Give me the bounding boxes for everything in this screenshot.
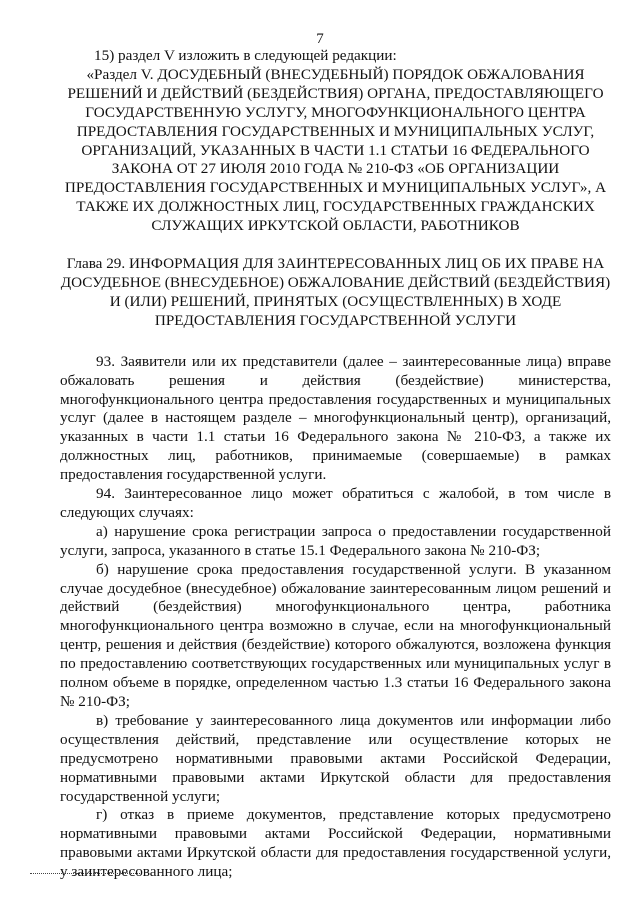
chapter-title: Глава 29. ИНФОРМАЦИЯ ДЛЯ ЗАИНТЕРЕСОВАННЫХ ЛИЦ ОБ ИХ ПРАВЕ НА ДОСУДЕБНОЕ (ВНЕСУДЕБНОЕ) ОБЖАЛОВАНИЕ ДЕЙСТВИЙ (БЕЗДЕЙСТВИЯ) И (ИЛИ) РЕШЕНИЙ, ПРИНЯТЫХ (ОСУЩЕСТВЛЕННЫХ) В ХОДЕ ПРЕДОСТАВЛЕНИЯ ГОСУДАРСТВЕННОЙ УСЛУГИ: [60, 255, 611, 329]
paragraph-94-g: г) отказ в приеме документов, представление которых предусмотрено нормативными правовыми актами Российской Федерации, нормативными правовыми актами Иркутской области для предоставления государственной услуги, у заинтересованного лица;: [60, 806, 611, 881]
paragraph-94-a: а) нарушение срока регистрации запроса о предоставлении государственной услуги, запроса, указанного в статье 15.1 Федерального закона № 210-ФЗ;: [60, 522, 611, 559]
paragraph-93: 93. Заявители или их представители (далее – заинтересованные лица) вправе обжаловать решения и действия (бездействие) министерства, многофункционального центра предоставления государственных и муниципальных услуг (далее в настоящем разделе – многофункциональный центр), организаций, указанных в части 1.1 статьи 16 Федерального закона № 210-ФЗ, а также их должностных лиц, работников, принимаемые (совершаемые) в рамках предоставления государственной услуги.: [60, 352, 611, 484]
footer-divider: [30, 873, 140, 874]
paragraph-94: 94. Заинтересованное лицо может обратиться с жалобой, в том числе в следующих случаях:: [60, 485, 611, 521]
paragraph-94-b: б) нарушение срока предоставления государственной услуги. В указанном случае досудебное (внесудебное) обжалование заинтересованным лицом решений и действий (бездействия) многофункционального центра, работника многофункционального центра возможно в случае, если на многофункциональный центр, решения и действия (бездействие) которого обжалуются, возложена функция по предоставлению соответствующих государственных или муниципальных услуг в полном объеме в порядке, определенном частью 1.3 статьи 16 Федерального закона № 210-ФЗ;: [60, 560, 611, 710]
paragraph-94-v: в) требование у заинтересованного лица документов или информации либо осуществления действий, представление или осуществление которых не предусмотрено нормативными правовыми актами Российской Федерации, нормативными правовыми актами Иркутской области для предоставления государственной услуги;: [60, 711, 611, 805]
document-body: [60, 47, 611, 882]
intro-line: 15) раздел V изложить в следующей редакции:: [94, 47, 397, 64]
section-title: «Раздел V. ДОСУДЕБНЫЙ (ВНЕСУДЕБНЫЙ) ПОРЯДОК ОБЖАЛОВАНИЯ РЕШЕНИЙ И ДЕЙСТВИЙ (БЕЗДЕЙСТВИЯ) ОРГАНА, ПРЕДОСТАВЛЯЮЩЕГО ГОСУДАРСТВЕННУЮ УСЛУГУ, МНОГОФУНКЦИОНАЛЬНОГО ЦЕНТРА ПРЕДОСТАВЛЕНИЯ ГОСУДАРСТВЕННЫХ И МУНИЦИПАЛЬНЫХ УСЛУГ, ОРГАНИЗАЦИЙ, УКАЗАННЫХ В ЧАСТИ 1.1 СТАТЬИ 16 ФЕДЕРАЛЬНОГО ЗАКОНА ОТ 27 ИЮЛЯ 2010 ГОДА № 210-ФЗ «ОБ ОРГАНИЗАЦИИ ПРЕДОСТАВЛЕНИЯ ГОСУДАРСТВЕННЫХ И МУНИЦИПАЛЬНЫХ УСЛУГ», А ТАКЖЕ ИХ ДОЛЖНОСТНЫХ ЛИЦ, ГОСУДАРСТВЕННЫХ ГРАЖДАНСКИХ СЛУЖАЩИХ ИРКУТСКОЙ ОБЛАСТИ, РАБОТНИКОВ: [64, 65, 607, 235]
page-number: 7: [316, 31, 324, 47]
